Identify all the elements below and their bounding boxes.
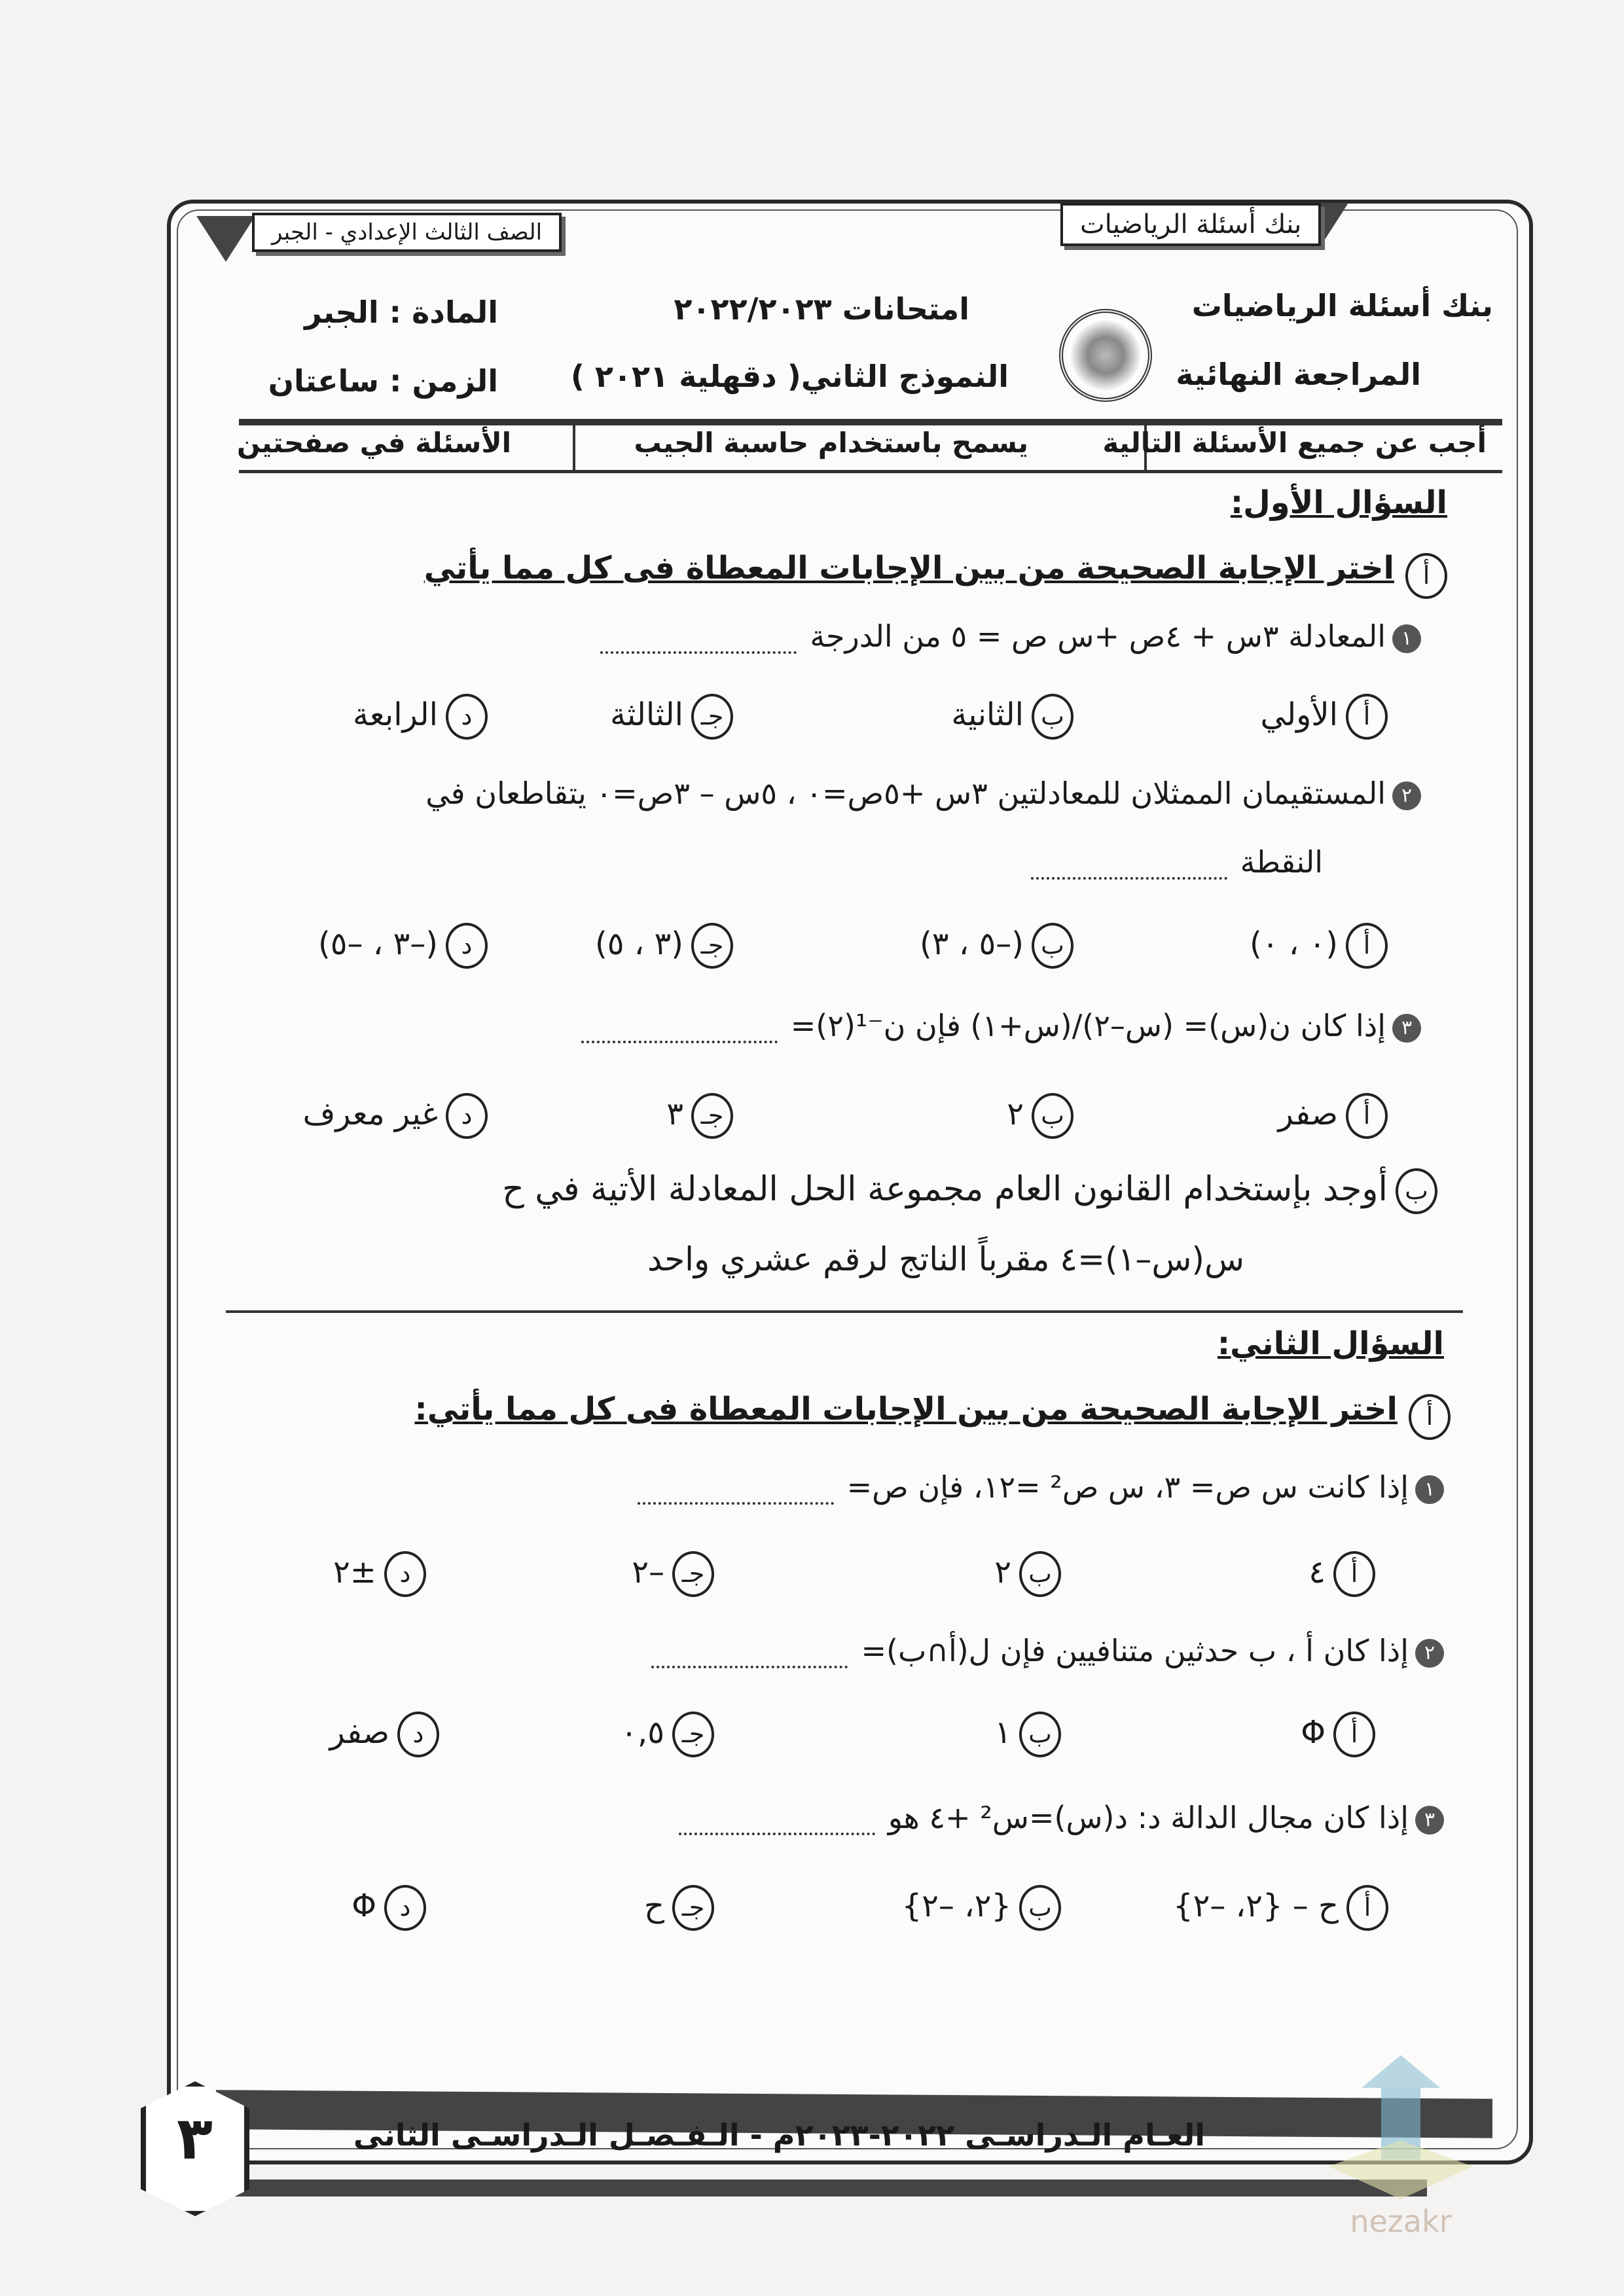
tab-ornament-left (196, 216, 255, 262)
option-letter: أ (1333, 1551, 1375, 1597)
option-text: ٣ (666, 1096, 683, 1132)
option-text: (٠ ، ٠) (1249, 925, 1338, 962)
infobar-bottom-line (239, 470, 1502, 473)
option-d[interactable] (333, 1551, 426, 1597)
item-text: إذا كان أ ، ب حدثين متنافيين فإن ل(أ∩ب)= (861, 1633, 1409, 1668)
item-number: ٣ (1415, 1806, 1444, 1835)
option-letter: أ (1346, 1885, 1388, 1931)
option-b[interactable] (951, 694, 1074, 740)
option-text: ±٢ (333, 1554, 376, 1590)
answer-blank (1031, 877, 1227, 880)
option-letter: ب (1032, 923, 1074, 969)
item-text: إذا كان مجال الدالة د: د(س)=س² +٤ هو (888, 1800, 1409, 1835)
option-d[interactable] (353, 694, 488, 740)
item-number: ١ (1415, 1475, 1444, 1504)
part-letter: أ (1405, 553, 1447, 599)
tab-math-bank: بنك أسئلة الرياضيات (1060, 203, 1321, 246)
option-text: ٤ (1308, 1554, 1326, 1590)
option-letter: أ (1346, 923, 1388, 969)
option-letter: د (397, 1712, 439, 1757)
header-exams: امتحانات ٢٠٢٢/٢٠٢٣ (674, 291, 969, 327)
option-letter: د (384, 1551, 426, 1597)
item-number: ١ (1392, 624, 1421, 653)
answer-all-instruction: أجب عن جميع الأسئلة التالية (1102, 427, 1487, 459)
pages-note: الأسئلة في صفحتين (236, 427, 511, 459)
header-model: النموذج الثاني( دقهلية ٢٠٢١ ) (570, 359, 1009, 394)
option-text: ٢ (994, 1554, 1011, 1590)
option-a[interactable] (1308, 1551, 1375, 1597)
header-subject: المادة : الجبر (304, 295, 498, 330)
option-b[interactable] (994, 1712, 1061, 1757)
q1-part-a (424, 550, 1447, 599)
option-d[interactable] (329, 1712, 439, 1757)
option-letter: د (446, 694, 488, 740)
item-number: ٢ (1392, 781, 1421, 810)
option-letter: أ (1346, 694, 1388, 740)
header-divider (239, 419, 1502, 425)
q1-item-1 (587, 619, 1421, 654)
option-letter: جـ (672, 1551, 714, 1597)
option-d[interactable] (303, 1093, 488, 1139)
option-text: ح – {٢، –٢} (1173, 1888, 1339, 1924)
item-number: ٢ (1415, 1639, 1444, 1668)
q2-title: السؤال الثاني: (1217, 1325, 1444, 1362)
option-a[interactable] (1260, 694, 1388, 740)
option-text: {٢، –٢} (901, 1888, 1011, 1924)
q2-a-instruction: اختر الإجابة الصحيحة من بين الإجابات المعطاة فى كل مما يأتي: (414, 1391, 1398, 1427)
answer-blank (581, 1041, 778, 1043)
option-text: ٠,٥ (621, 1714, 664, 1751)
header-review: المراجعة النهائية (1176, 357, 1421, 392)
answer-blank (679, 1833, 875, 1835)
option-a[interactable] (1301, 1712, 1375, 1757)
option-text: ٢ (1007, 1096, 1024, 1132)
option-text: صفر (1278, 1096, 1338, 1132)
option-letter: أ (1333, 1712, 1375, 1757)
option-letter: د (446, 1093, 488, 1139)
option-letter: أ (1346, 1093, 1388, 1139)
option-b[interactable] (902, 1885, 1061, 1931)
footer-year-term: العـام الـدراسـى ٢٠٢٢-٢٠٢٣م - الـفـصـل الـدراسـى الثانى (353, 2117, 1205, 2153)
infobar-separator (573, 425, 575, 471)
option-c[interactable] (666, 1093, 733, 1139)
option-c[interactable] (644, 1885, 714, 1931)
q1-item-3 (568, 1008, 1421, 1043)
option-d[interactable] (318, 923, 488, 969)
option-text: –٢ (632, 1554, 664, 1590)
item-text: المعادلة ٣س + ٤ص +س ص = ٥ من الدرجة (810, 619, 1386, 654)
q2-part-a (415, 1391, 1451, 1440)
q1-item-2-cont (1018, 844, 1323, 880)
option-a[interactable] (1173, 1885, 1388, 1931)
item-text: إذا كانت س ص= ٣، س ص² =١٢، فإن ص= (846, 1469, 1409, 1505)
option-text: الثالثة (610, 696, 683, 733)
option-letter: جـ (691, 923, 733, 969)
option-d[interactable] (352, 1885, 426, 1931)
option-c[interactable] (595, 923, 733, 969)
option-text: ١ (994, 1714, 1011, 1751)
option-text: Φ (1301, 1714, 1326, 1751)
q2-item-1 (624, 1469, 1444, 1505)
answer-blank (600, 651, 797, 654)
option-letter: جـ (691, 694, 733, 740)
option-text: (٣ ، ٥) (594, 925, 683, 962)
section-divider (226, 1310, 1463, 1313)
option-b[interactable] (1007, 1093, 1074, 1139)
item-number: ٣ (1392, 1014, 1421, 1043)
option-c[interactable] (632, 1551, 714, 1597)
header-time: الزمن : ساعتان (268, 363, 498, 399)
q1-b-equation: س(س–١)=٤ مقرباً الناتج لرقم عشري واحد (647, 1240, 1244, 1278)
option-text: Φ (352, 1888, 376, 1924)
option-text: (–٣ ، –٥) (317, 925, 438, 962)
option-text: غير معرف (302, 1096, 438, 1132)
part-letter: أ (1409, 1394, 1451, 1440)
option-letter: د (384, 1885, 426, 1931)
option-letter: ب (1019, 1712, 1061, 1757)
svg-text:nezakr: nezakr (1350, 2204, 1452, 2238)
option-a[interactable] (1278, 1093, 1388, 1139)
option-a[interactable] (1250, 923, 1388, 969)
q2-item-2 (638, 1633, 1444, 1668)
answer-blank (651, 1666, 848, 1668)
option-b[interactable] (994, 1551, 1061, 1597)
option-text: صفر (329, 1714, 389, 1751)
option-b[interactable] (920, 923, 1074, 969)
footer-band-bottom (216, 2179, 1427, 2197)
option-letter: جـ (672, 1885, 714, 1931)
answer-blank (638, 1502, 834, 1505)
option-text: الرابعة (352, 696, 438, 733)
option-text: الأولي (1260, 696, 1338, 733)
option-letter: ب (1019, 1551, 1061, 1597)
option-letter: جـ (691, 1093, 733, 1139)
item-text: المستقيمان الممثلان للمعادلتين ٣س +٥ص=٠ ، ٥س – ٣ص=٠ يتقاطعان في (425, 776, 1386, 811)
q1-b-text: أوجد بإستخدام القانون العام مجموعة الحل المعادلة الأتية في ح (502, 1170, 1388, 1209)
item-text: إذا كان ن(س)= (س–٢)/(س+١) فإن ن⁻¹(٢)= (790, 1008, 1386, 1043)
nezakr-watermark-logo (1303, 2042, 1499, 2238)
header-bank: بنك أسئلة الرياضيات (1191, 288, 1493, 323)
q1-a-instruction: اختر الإجابة الصحيحة من بين الإجابات المعطاة فى كل مما يأتي (424, 550, 1394, 586)
tab-grade-subject: الصف الثالث الإعدادي - الجبر (252, 213, 562, 252)
page-number: ٣ (177, 2104, 213, 2173)
option-letter: جـ (672, 1712, 714, 1757)
option-text: ح (644, 1888, 664, 1924)
item-text: النقطة (1240, 844, 1323, 880)
q1-item-2 (425, 776, 1421, 811)
option-c[interactable] (621, 1712, 714, 1757)
q1-title: السؤال الأول: (1230, 484, 1447, 521)
calculator-note: يسمح باستخدام حاسبة الجيب (634, 427, 1028, 459)
governorate-seal (1059, 309, 1152, 402)
q1-part-b (502, 1168, 1437, 1214)
option-letter: ب (1032, 694, 1074, 740)
option-text: الثانية (951, 696, 1024, 733)
option-text: (–٥ ، ٣) (919, 925, 1024, 962)
part-letter: ب (1396, 1168, 1437, 1214)
option-c[interactable] (610, 694, 733, 740)
option-letter: ب (1019, 1885, 1061, 1931)
option-letter: د (446, 923, 488, 969)
q2-item-3 (666, 1800, 1444, 1835)
option-letter: ب (1032, 1093, 1074, 1139)
